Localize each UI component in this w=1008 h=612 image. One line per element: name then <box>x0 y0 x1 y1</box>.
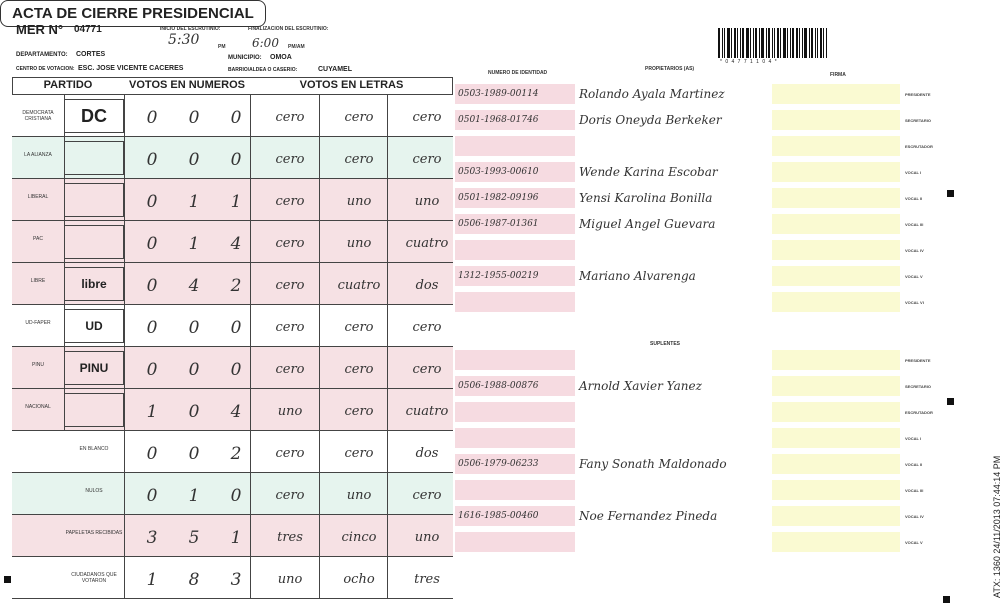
vote-word: cero <box>344 404 374 419</box>
vote-word: cero <box>275 236 305 251</box>
vote-digit: 0 <box>188 108 200 128</box>
table-row <box>12 263 453 305</box>
grid-line <box>124 557 125 599</box>
grid-line <box>124 95 125 137</box>
vote-word: dos <box>415 446 439 461</box>
signature-box <box>772 350 900 370</box>
vote-digit: 4 <box>230 402 242 422</box>
role-label: ESCRUTADOR <box>905 410 933 415</box>
vote-word: tres <box>277 530 303 545</box>
signature-box <box>772 240 900 260</box>
grid-line <box>319 431 320 473</box>
signer-dni: 0506-1988-00876 <box>455 376 575 396</box>
grid-line <box>319 347 320 389</box>
party-name: NULOS <box>85 488 103 494</box>
vote-word: cuatro <box>405 404 449 419</box>
grid-line <box>319 95 320 137</box>
grid-line <box>124 137 125 179</box>
grid-line <box>124 515 125 557</box>
grid-line <box>387 347 388 389</box>
vote-word: uno <box>414 530 440 545</box>
table-row <box>12 515 453 557</box>
role-label: VOCAL II <box>905 196 923 201</box>
signer-name: Rolando Ayala Martinez <box>579 87 725 101</box>
grid-line <box>124 431 125 473</box>
reg-mark <box>947 190 954 197</box>
vote-digit: 0 <box>146 108 158 128</box>
vote-digit: 1 <box>146 570 158 590</box>
votes-table <box>12 77 453 597</box>
table-row <box>12 305 453 347</box>
municipio-value: OMOA <box>270 54 292 61</box>
grid-line <box>250 137 251 179</box>
signer-dni <box>455 240 575 260</box>
grid-line <box>250 389 251 431</box>
prop-header: PROPIETARIOS (AS) <box>645 66 695 72</box>
vote-digit: 0 <box>230 486 242 506</box>
grid-line <box>124 179 125 221</box>
grid-line <box>319 515 320 557</box>
col-numeros: VOTOS EN NUMEROS <box>124 77 250 95</box>
signer-dni: 1616-1985-00460 <box>455 506 575 526</box>
signer-name: Noe Fernandez Pineda <box>579 509 718 523</box>
grid-line <box>319 557 320 599</box>
vote-word: cero <box>412 110 442 125</box>
inicio-label: INICIO DEL ESCRUTINIO: <box>160 26 221 32</box>
inicio-value: 5:30 <box>168 32 200 48</box>
vote-digit: 1 <box>188 192 200 212</box>
vote-word: cero <box>275 152 305 167</box>
grid-line <box>250 431 251 473</box>
reg-mark <box>4 576 11 583</box>
grid-line <box>387 305 388 347</box>
vote-word: cero <box>344 446 374 461</box>
municipio-label: MUNICIPIO: <box>228 55 262 61</box>
signer-dni: 0503-1993-00610 <box>455 162 575 182</box>
grid-line <box>319 179 320 221</box>
table-row <box>12 389 453 431</box>
col-partido: PARTIDO <box>12 77 124 95</box>
grid-line <box>64 305 65 347</box>
vote-digit: 0 <box>146 192 158 212</box>
suplentes-header: SUPLENTES <box>650 341 681 347</box>
signature-box <box>772 110 900 130</box>
vote-word: cero <box>344 152 374 167</box>
vote-word: uno <box>346 236 372 251</box>
table-row <box>12 137 453 179</box>
final-value: 6:00 <box>252 36 279 50</box>
role-label: VOCAL V <box>905 540 923 545</box>
vote-digit: 0 <box>188 360 200 380</box>
vote-digit: 0 <box>188 150 200 170</box>
vote-digit: 0 <box>146 150 158 170</box>
vote-digit: 0 <box>146 318 158 338</box>
signature-box <box>772 188 900 208</box>
signer-dni: 0501-1968-01746 <box>455 110 575 130</box>
grid-line <box>319 137 320 179</box>
vote-word: uno <box>346 488 372 503</box>
signer-name: Fany Sonath Maldonado <box>579 457 727 471</box>
vote-digit: 4 <box>188 276 200 296</box>
vote-word: cero <box>275 488 305 503</box>
signer-dni: 0506-1979-06233 <box>455 454 575 474</box>
party-name: PAC <box>33 236 43 242</box>
vote-digit: 0 <box>230 150 242 170</box>
vote-digit: 2 <box>230 276 242 296</box>
signer-name: Wende Karina Escobar <box>579 165 718 179</box>
vote-word: cero <box>275 278 305 293</box>
party-logo: DC <box>64 99 124 133</box>
vote-word: cero <box>275 320 305 335</box>
header-barcode <box>718 28 828 58</box>
role-label: PRESIDENTE <box>905 92 931 97</box>
vote-digit: 0 <box>146 234 158 254</box>
grid-line <box>387 515 388 557</box>
grid-line <box>64 179 65 221</box>
mer-number: 04771 <box>74 24 102 35</box>
centro-label: CENTRO DE VOTACION: <box>16 66 75 72</box>
side-stamp: ATX: 1360 24/11/2013 07:44:14 PM <box>992 455 1002 598</box>
party-logo <box>64 393 124 427</box>
grid-line <box>64 347 65 389</box>
vote-digit: 0 <box>230 318 242 338</box>
signer-name: Doris Oneyda Berkeker <box>579 113 722 127</box>
role-label: VOCAL V <box>905 274 923 279</box>
grid-line <box>124 347 125 389</box>
vote-word: cuatro <box>337 278 381 293</box>
party-name: PINU <box>32 362 44 368</box>
table-row <box>12 179 453 221</box>
vote-digit: 1 <box>146 402 158 422</box>
departamento-value: CORTES <box>76 51 106 58</box>
signer-dni <box>455 402 575 422</box>
party-logo <box>64 141 124 175</box>
grid-line <box>250 557 251 599</box>
signature-box <box>772 214 900 234</box>
centro-value: ESC. JOSE VICENTE CACERES <box>78 65 184 72</box>
table-row <box>12 557 453 599</box>
role-label: VOCAL I <box>905 170 922 175</box>
vote-digit: 4 <box>230 234 242 254</box>
signature-box <box>772 402 900 422</box>
firma-header: FIRMA <box>830 72 846 78</box>
departamento-label: DEPARTAMENTO: <box>16 52 68 58</box>
signer-name <box>579 402 759 405</box>
role-label: ESCRUTADOR <box>905 144 933 149</box>
role-label: SECRETARIO <box>905 384 931 389</box>
party-name: LIBERAL <box>27 194 49 200</box>
signer-name <box>579 428 759 431</box>
table-row <box>12 221 453 263</box>
grid-line <box>64 137 65 179</box>
vote-digit: 0 <box>146 444 158 464</box>
page-title: ACTA DE CIERRE PRESIDENCIAL <box>0 0 266 27</box>
party-name: LA ALIANZA <box>24 152 52 158</box>
signer-name: Arnold Xavier Yanez <box>579 379 702 393</box>
table-row <box>12 347 453 389</box>
signature-box <box>772 428 900 448</box>
inicio-suffix: PM <box>218 44 226 50</box>
role-label: VOCAL I <box>905 436 922 441</box>
vote-word: cinco <box>341 530 377 545</box>
reg-mark <box>947 398 954 405</box>
vote-word: ocho <box>343 572 375 587</box>
signer-dni: 0501-1982-09196 <box>455 188 575 208</box>
grid-line <box>387 557 388 599</box>
grid-line <box>319 263 320 305</box>
vote-word: cuatro <box>405 236 449 251</box>
signer-dni <box>455 428 575 448</box>
vote-digit: 1 <box>188 486 200 506</box>
grid-line <box>387 431 388 473</box>
party-name: EN BLANCO <box>79 446 109 452</box>
grid-line <box>387 137 388 179</box>
grid-line <box>319 389 320 431</box>
grid-line <box>64 263 65 305</box>
signer-name <box>579 292 759 295</box>
grid-line <box>387 389 388 431</box>
vote-digit: 0 <box>188 402 200 422</box>
vote-word: cero <box>412 362 442 377</box>
vote-word: uno <box>414 194 440 209</box>
vote-word: dos <box>415 278 439 293</box>
role-label: VOCAL IV <box>905 248 924 253</box>
signer-name <box>579 240 759 243</box>
grid-line <box>124 389 125 431</box>
vote-word: cero <box>412 488 442 503</box>
vote-word: uno <box>277 572 303 587</box>
role-label: VOCAL VI <box>905 300 924 305</box>
table-row <box>12 95 453 137</box>
vote-digit: 0 <box>230 108 242 128</box>
reg-mark <box>943 596 950 603</box>
signer-name <box>579 480 759 483</box>
barrio-value: CUYAMEL <box>318 66 352 73</box>
party-name: UD-FAPER <box>25 320 51 326</box>
vote-word: cero <box>344 110 374 125</box>
vote-word: cero <box>412 320 442 335</box>
vote-word: uno <box>277 404 303 419</box>
vote-digit: 1 <box>230 192 242 212</box>
role-label: VOCAL III <box>905 488 924 493</box>
final-label: FINALIZACION DEL ESCRUTINIO: <box>248 26 329 32</box>
grid-line <box>64 95 65 137</box>
final-suffix: PM/AM <box>288 44 305 50</box>
grid-line <box>319 305 320 347</box>
vote-word: uno <box>346 194 372 209</box>
vote-word: tres <box>414 572 440 587</box>
grid-line <box>387 263 388 305</box>
col-letras: VOTOS EN LETRAS <box>250 77 453 95</box>
party-logo: PINU <box>64 351 124 385</box>
dni-header: NUMERO DE IDENTIDAD <box>488 70 548 76</box>
vote-digit: 0 <box>146 486 158 506</box>
vote-digit: 5 <box>188 528 200 548</box>
grid-line <box>387 473 388 515</box>
signer-dni <box>455 532 575 552</box>
grid-line <box>124 473 125 515</box>
signer-dni <box>455 136 575 156</box>
signature-box <box>772 266 900 286</box>
grid-line <box>64 221 65 263</box>
vote-word: cero <box>275 110 305 125</box>
grid-line <box>387 95 388 137</box>
role-label: VOCAL II <box>905 462 923 467</box>
vote-digit: 0 <box>146 276 158 296</box>
signature-box <box>772 162 900 182</box>
grid-line <box>319 473 320 515</box>
vote-word: cero <box>412 152 442 167</box>
signer-name <box>579 532 759 535</box>
signature-box <box>772 532 900 552</box>
barcode-text: * 0 4 7 7 1 1 0 4 * <box>720 59 778 65</box>
table-row <box>12 431 453 473</box>
grid-line <box>124 221 125 263</box>
grid-line <box>64 389 65 431</box>
signer-name: Yensi Karolina Bonilla <box>579 191 713 205</box>
grid-line <box>250 347 251 389</box>
grid-line <box>250 221 251 263</box>
party-logo <box>64 183 124 217</box>
grid-line <box>250 305 251 347</box>
grid-line <box>250 263 251 305</box>
signature-box <box>772 136 900 156</box>
mer-label: MER N° <box>16 22 64 37</box>
signer-dni: 1312-1955-00219 <box>455 266 575 286</box>
vote-digit: 1 <box>188 234 200 254</box>
grid-line <box>124 305 125 347</box>
vote-digit: 8 <box>188 570 200 590</box>
signer-dni <box>455 292 575 312</box>
party-name: LIBRE <box>30 278 46 284</box>
party-logo: libre <box>64 267 124 301</box>
party-name: PAPELETAS RECIBIDAS <box>65 530 123 536</box>
party-name: NACIONAL <box>25 404 51 410</box>
vote-word: cero <box>344 362 374 377</box>
role-label: VOCAL IV <box>905 514 924 519</box>
vote-word: cero <box>344 320 374 335</box>
party-name: CIUDADANOS QUE VOTARON <box>71 572 117 584</box>
table-row <box>12 473 453 515</box>
grid-line <box>387 179 388 221</box>
vote-digit: 0 <box>188 318 200 338</box>
vote-digit: 1 <box>230 528 242 548</box>
vote-digit: 0 <box>188 444 200 464</box>
vote-digit: 3 <box>230 570 242 590</box>
signer-dni <box>455 350 575 370</box>
signature-box <box>772 376 900 396</box>
party-name: DEMOCRATA CRISTIANA <box>22 110 54 122</box>
role-label: PRESIDENTE <box>905 358 931 363</box>
signer-dni <box>455 480 575 500</box>
vote-digit: 2 <box>230 444 242 464</box>
vote-digit: 0 <box>146 360 158 380</box>
signature-box <box>772 454 900 474</box>
signer-name <box>579 350 759 353</box>
signature-box <box>772 292 900 312</box>
vote-word: cero <box>275 194 305 209</box>
signer-name: Miguel Angel Guevara <box>579 217 716 231</box>
vote-digit: 3 <box>146 528 158 548</box>
signature-box <box>772 506 900 526</box>
role-label: SECRETARIO <box>905 118 931 123</box>
vote-word: cero <box>275 362 305 377</box>
signature-box <box>772 84 900 104</box>
vote-word: cero <box>275 446 305 461</box>
grid-line <box>124 263 125 305</box>
party-logo: UD <box>64 309 124 343</box>
barrio-label: BARRIO/ALDEA O CASERIO: <box>228 67 298 73</box>
grid-line <box>250 179 251 221</box>
vote-digit: 0 <box>230 360 242 380</box>
grid-line <box>250 515 251 557</box>
signer-name <box>579 136 759 139</box>
party-logo <box>64 225 124 259</box>
role-label: VOCAL III <box>905 222 924 227</box>
grid-line <box>319 221 320 263</box>
signer-dni: 0506-1987-01361 <box>455 214 575 234</box>
signer-dni: 0503-1989-00114 <box>455 84 575 104</box>
grid-line <box>250 95 251 137</box>
grid-line <box>250 473 251 515</box>
signature-box <box>772 480 900 500</box>
signer-name: Mariano Alvarenga <box>579 269 696 283</box>
grid-line <box>387 221 388 263</box>
